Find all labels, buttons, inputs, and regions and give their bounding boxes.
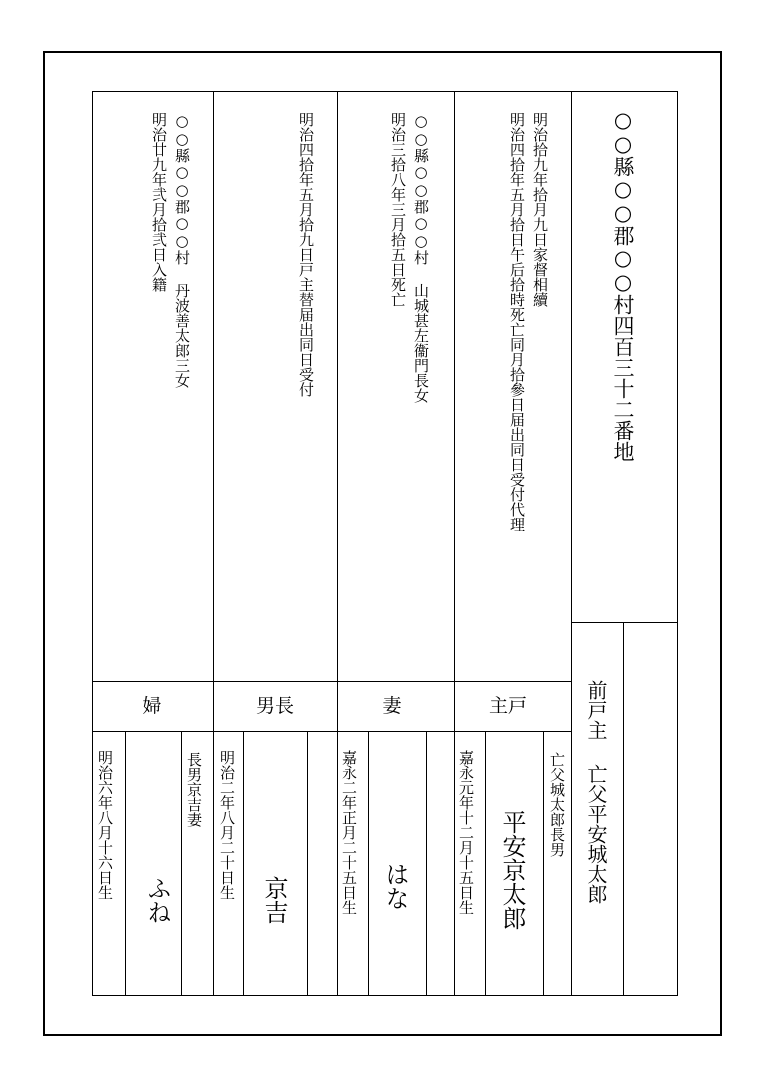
person-name: はな	[381, 862, 409, 910]
divider	[181, 731, 182, 995]
birth-date: 嘉永元年十二月十五日生	[457, 750, 475, 915]
event-text: 明治四拾年五月拾日午后拾時死亡同月拾參日届出同日受付代理	[508, 112, 526, 532]
divider	[243, 731, 244, 995]
divider	[368, 731, 369, 995]
divider	[337, 92, 338, 995]
relation-text: 亡父城太郎長男	[548, 752, 566, 857]
role-label: 主戸	[488, 695, 527, 717]
previous-head: 前戸主 亡父平安城太郎	[584, 680, 608, 904]
divider	[93, 681, 571, 682]
divider	[93, 731, 571, 732]
event-text: ○○縣○○郡○○村 丹波善太郎三女	[173, 112, 191, 388]
birth-date: 明治六年八月十六日生	[96, 750, 114, 900]
person-name: ふね	[143, 876, 171, 924]
event-text: 明治拾九年拾月九日家督相續	[531, 112, 549, 307]
event-text: 明治四拾年五月拾九日戸主替届出同日受付	[297, 112, 315, 397]
divider	[571, 622, 677, 623]
event-text: ○○縣○○郡○○村 山城甚左衞門長女	[412, 112, 430, 403]
event-text: 明治廿九年弐月拾弐日入籍	[150, 112, 168, 292]
relation-text: 長男京吉妻	[185, 752, 203, 827]
birth-date: 明治二年八月二十日生	[218, 750, 236, 900]
address: ○○縣○○郡○○村四百三十二番地	[611, 108, 635, 462]
role-label: 婦	[142, 695, 162, 717]
divider	[454, 92, 455, 995]
divider	[426, 731, 427, 995]
event-text: 明治三拾八年三月拾五日死亡	[389, 112, 407, 307]
divider	[213, 92, 214, 995]
role-label: 妻	[382, 695, 402, 717]
divider	[485, 731, 486, 995]
divider	[307, 731, 308, 995]
birth-date: 嘉永二年正月二十五日生	[340, 750, 358, 915]
divider	[571, 92, 572, 995]
divider	[125, 731, 126, 995]
person-name: 平安京太郎	[498, 810, 526, 930]
person-name: 京吉	[260, 876, 288, 924]
divider	[543, 731, 544, 995]
divider	[623, 622, 624, 995]
role-label: 男長	[255, 695, 294, 717]
